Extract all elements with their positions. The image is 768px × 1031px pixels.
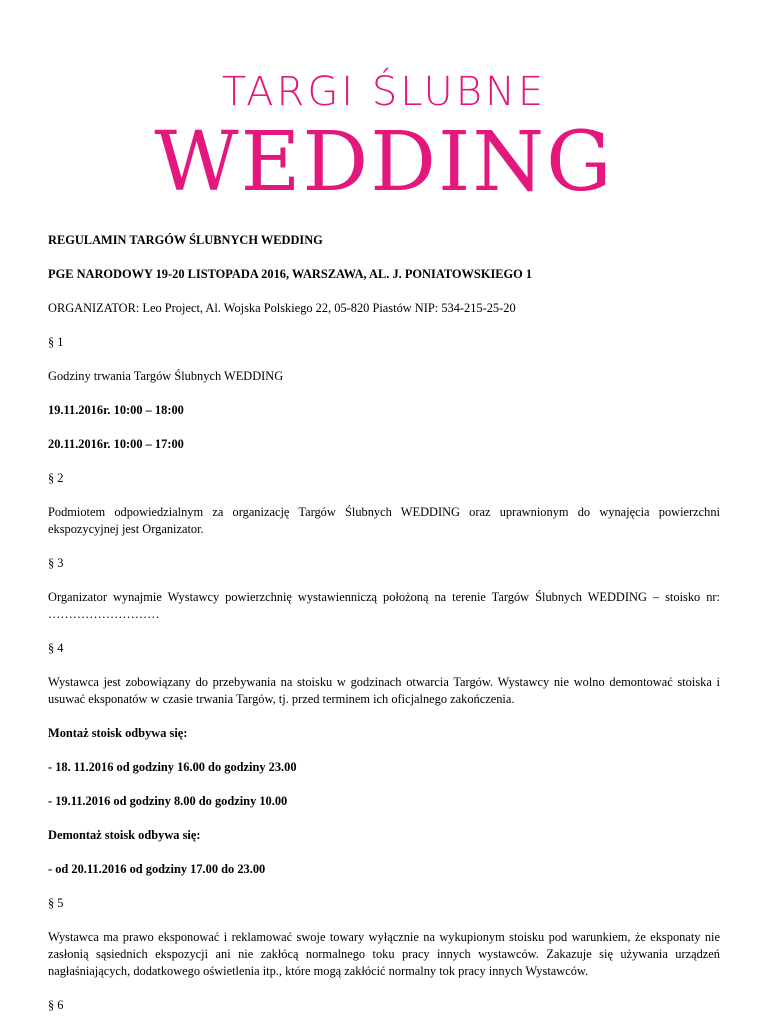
- section-1-text: Godziny trwania Targów Ślubnych WEDDING: [48, 369, 284, 383]
- event-logo: [0, 0, 768, 215]
- demontaz-item-1: - od 20.11.2016 od godziny 17.00 do 23.00: [48, 862, 266, 876]
- section-5-heading: § 5: [48, 896, 64, 910]
- document-organizer: ORGANIZATOR: Leo Project, Al. Wojska Polskiego 22, 05-820 Piastów NIP: 534-215-25-20: [48, 301, 516, 315]
- montaz-item-1: - 18. 11.2016 od godziny 16.00 do godziny 23.00: [48, 760, 297, 774]
- montaz-item-2: - 19.11.2016 od godziny 8.00 do godziny 10.00: [48, 794, 288, 808]
- document-venue: PGE NARODOWY 19-20 LISTOPADA 2016, WARSZAWA, AL. J. PONIATOWSKIEGO 1: [48, 267, 533, 281]
- logo-text-targi-slubne: TARGI ŚLUBNE: [221, 69, 547, 115]
- montaz-heading: Montaż stoisk odbywa się:: [48, 726, 188, 740]
- section-5-text: Wystawca ma prawo eksponować i reklamować swoje towary wyłącznie na wykupionym stoisku pod warunkiem, że eksponaty nie zasłonią sąsiednich ekspozycji ani nie zakłócą normalnego toku pracy innych wystawców. Zakazuje się używania urządzeń nagłaśniających, dodatkowego oświetlenia itp., które mogą zakłócić normalny tok pracy innych Wystawców.: [48, 930, 720, 978]
- document-body: [48, 232, 720, 1031]
- logo-text-wedding: WEDDING: [154, 115, 614, 210]
- section-1-day1: 19.11.2016r. 10:00 – 18:00: [48, 403, 184, 417]
- section-3-text: Organizator wynajmie Wystawcy powierzchnię wystawienniczą położoną na terenie Targów Ślubnych WEDDING – stoisko nr: ………………………: [48, 590, 720, 621]
- section-1-day2: 20.11.2016r. 10:00 – 17:00: [48, 437, 184, 451]
- demontaz-heading: Demontaż stoisk odbywa się:: [48, 828, 201, 842]
- section-6-heading: § 6: [48, 998, 64, 1012]
- section-3-heading: § 3: [48, 556, 64, 570]
- section-2-text: Podmiotem odpowiedzialnym za organizację Targów Ślubnych WEDDING oraz uprawnionym do wynajęcia powierzchni ekspozycyjnej jest Organizator.: [48, 505, 720, 536]
- section-1-heading: § 1: [48, 335, 64, 349]
- section-4-heading: § 4: [48, 641, 64, 655]
- section-2-heading: § 2: [48, 471, 64, 485]
- document-title: REGULAMIN TARGÓW ŚLUBNYCH WEDDING: [48, 233, 323, 247]
- section-4-text: Wystawca jest zobowiązany do przebywania na stoisku w godzinach otwarcia Targów. Wystawcy nie wolno demontować stoiska i usuwać eksponatów w czasie trwania Targów, tj. przed terminem ich oficjalnego zakończenia.: [48, 675, 720, 706]
